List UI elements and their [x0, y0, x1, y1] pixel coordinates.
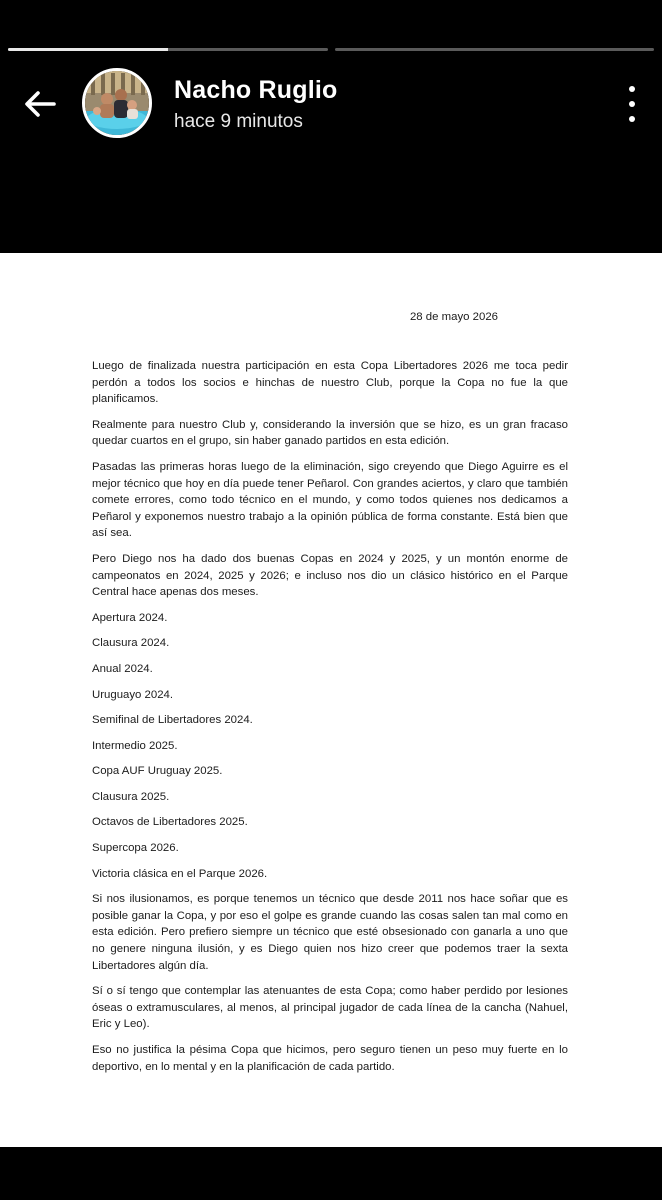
story-document-image: [0, 253, 662, 1147]
document-paragraph: Si nos ilusionamos, es porque tenemos un técnico que desde 2011 nos hace soñar que es posible ganar la Copa, y por eso el golpe es grande cuando las cosas salen tan mal como en esta edición. Pero prefiero siempre un técnico que esté obsesionado con ganarla a uno que no genere ninguna ilusión, y es Diego quien nos hizo creer que podemos traer la sexta Libertadores algún día.: [92, 893, 568, 972]
document-paragraphs: [92, 358, 568, 601]
achievement-item: Intermedio 2025.: [92, 739, 178, 752]
document-paragraph: Pero Diego nos ha dado dos buenas Copas en 2024 y 2025, y un montón enorme de campeonatos en 2024, 2025 y 2026; e incluso nos dio un clásico histórico en el Parque Central hace apenas dos meses.: [92, 552, 568, 599]
achievement-item: Copa AUF Uruguay 2025.: [92, 765, 223, 778]
more-vertical-icon: [629, 101, 635, 107]
more-vertical-icon: [629, 86, 635, 92]
achievement-item: Semifinal de Libertadores 2024.: [92, 714, 253, 727]
achievement-item: Uruguayo 2024.: [92, 688, 174, 701]
story-timestamp: hace 9 minutos: [174, 111, 303, 132]
document-closing: [92, 891, 568, 1075]
avatar-photo: [85, 71, 149, 135]
document-body: [92, 358, 568, 1084]
arrow-left-icon: [23, 89, 57, 119]
document-paragraph: Luego de finalizada nuestra participación en esta Copa Libertadores 2026 me toca pedir perdón a todos los socios e hinchas de nuestro Club, porque la Copa no fue la que planificamos.: [92, 360, 568, 406]
achievements-list: [92, 610, 568, 883]
more-vertical-icon: [629, 116, 635, 122]
story-progress-segment: [335, 48, 655, 51]
story-progress-fill: [8, 48, 168, 51]
story-progress-bar: [8, 48, 654, 51]
document-paragraph: Eso no justifica la pésima Copa que hicimos, pero seguro tienen un peso muy fuerte en lo deportivo, en lo mental y en la planificación de cada partido.: [92, 1044, 568, 1073]
story-header: [0, 64, 662, 144]
story-username[interactable]: Nacho Ruglio: [174, 76, 338, 104]
story-progress-segment: [8, 48, 328, 51]
achievement-item: Apertura 2024.: [92, 611, 168, 624]
more-options-button[interactable]: [624, 86, 640, 122]
achievement-item: Supercopa 2026.: [92, 842, 179, 855]
back-button[interactable]: [20, 84, 60, 124]
achievement-item: Octavos de Libertadores 2025.: [92, 816, 248, 829]
document-paragraph: Realmente para nuestro Club y, considerando la inversión que se hizo, es un gran fracaso quedar cuartos en el grupo, sin haber ganado partidos en esta edición.: [92, 418, 568, 448]
document-paragraph: Sí o sí tengo que contemplar las atenuantes de esta Copa; como haber perdido por lesiones óseas o extramusculares, al menos, al principal jugador de cada línea de la cancha (Nahuel, Eric y Leo).: [92, 985, 568, 1031]
avatar[interactable]: [82, 68, 152, 138]
document-date: 28 de mayo 2026: [409, 311, 498, 323]
achievement-item: Clausura 2025.: [92, 790, 170, 803]
achievement-item: Victoria clásica en el Parque 2026.: [92, 867, 268, 880]
achievement-item: Clausura 2024.: [92, 637, 170, 650]
achievement-item: Anual 2024.: [92, 662, 153, 675]
document-paragraph: Pasadas las primeras horas luego de la eliminación, sigo creyendo que Diego Aguirre es el mejor técnico que hoy en día puede tener Peñarol. Con grandes aciertos, y claro que también comete errores, como todo técnico en el mundo, y como todos quienes nos dedicamos a Peñarol y exponemos nuestro trabajo a la opinión pública de forma constante. Está bien que así sea.: [92, 460, 568, 540]
